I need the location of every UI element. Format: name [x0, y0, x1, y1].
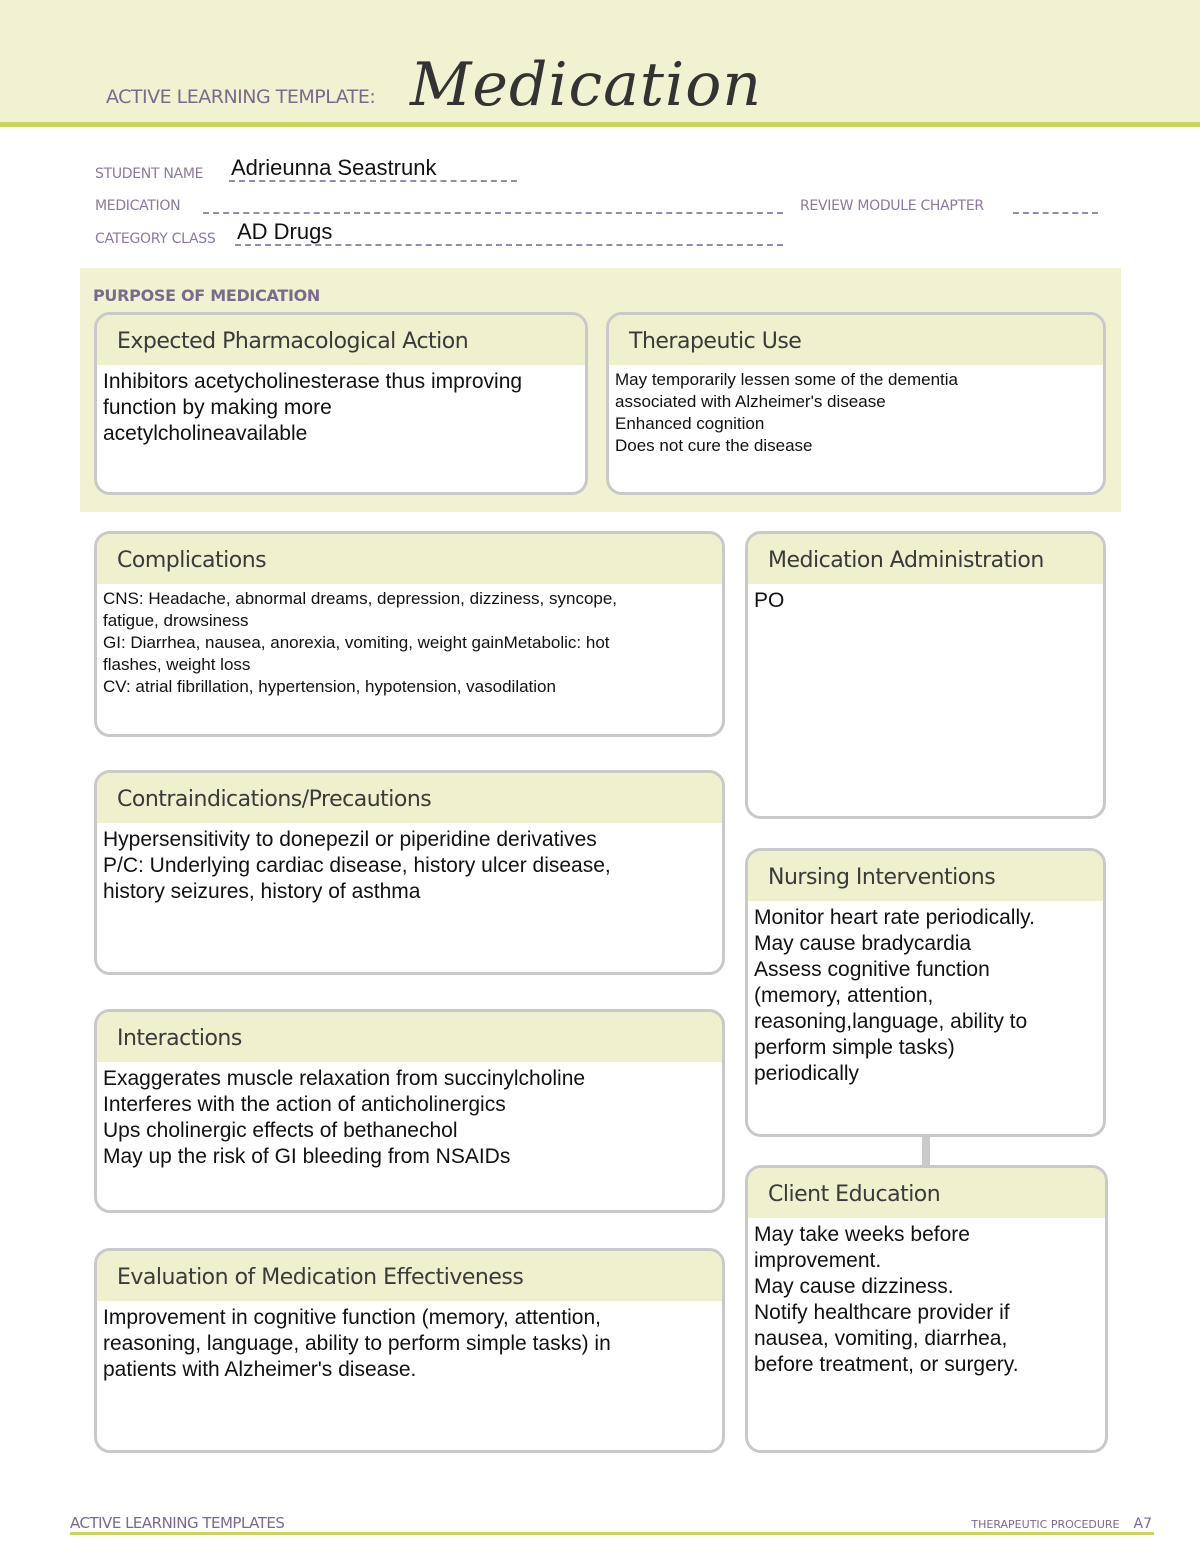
box-body[interactable]: May temporarily lessen some of the dementia associated with Alzheimer's disease Enhanced cognition Does not cure the disease — [615, 370, 958, 455]
box-body[interactable]: CNS: Headache, abnormal dreams, depression, dizziness, syncope, fatigue, drowsiness GI: Diarrhea, nausea, anorexia, vomiting, weight gainMetabolic: hot flashes, weight loss CV: atrial fibrillation, hypertension, hypotension, vasodilation — [103, 589, 618, 696]
box-body[interactable]: May take weeks before improvement. May cause dizziness. Notify healthcare provider if nausea, vomiting, diarrhea, before treatment, or surgery. — [754, 1223, 1019, 1376]
student-name-label: STUDENT NAME — [95, 166, 204, 182]
footer-right — [971, 1516, 1152, 1532]
category-class-field[interactable]: AD Drugs — [237, 219, 333, 244]
purpose-title: PURPOSE OF MEDICATION — [93, 286, 321, 305]
connector — [922, 1134, 930, 1168]
therapeutic-use-box — [606, 312, 1106, 495]
box-title: Interactions — [97, 1012, 722, 1062]
footer-left: ACTIVE LEARNING TEMPLATES — [70, 1514, 285, 1532]
box-title: Therapeutic Use — [609, 315, 1103, 365]
box-body[interactable]: Monitor heart rate periodically. May cause bradycardia Assess cognitive function (memory, attention, reasoning,language, ability to perform simple tasks) periodically — [754, 906, 1035, 1085]
review-module-field[interactable] — [1013, 212, 1098, 214]
contraindications-box — [94, 770, 725, 975]
category-class-label: CATEGORY CLASS — [95, 231, 216, 247]
footer-divider — [70, 1532, 1154, 1535]
review-module-label: REVIEW MODULE CHAPTER — [800, 198, 984, 214]
box-body[interactable]: Inhibitors acetycholinesterase thus improving function by making more acetylcholineavailable — [103, 370, 523, 445]
nursing-interventions-box — [745, 848, 1106, 1137]
expected-action-box — [94, 312, 588, 495]
box-body[interactable]: Hypersensitivity to donepezil or piperidine derivatives P/C: Underlying cardiac disease, history ulcer disease, history seizures, history of asthma — [103, 828, 611, 903]
header-divider — [0, 122, 1200, 127]
page-number: A7 — [1133, 1516, 1152, 1532]
box-title: Medication Administration — [748, 534, 1103, 584]
box-body[interactable]: Exaggerates muscle relaxation from succinylcholine Interferes with the action of anticholinergics Ups cholinergic effects of bethanechol May up the risk of GI bleeding from NSAIDs — [103, 1067, 586, 1168]
evaluation-box — [94, 1248, 725, 1453]
box-title: Evaluation of Medication Effectiveness — [97, 1251, 722, 1301]
template-label: ACTIVE LEARNING TEMPLATE: — [106, 86, 376, 108]
box-title: Nursing Interventions — [748, 851, 1103, 901]
interactions-box — [94, 1009, 725, 1213]
medication-administration-box — [745, 531, 1106, 819]
box-body[interactable]: Improvement in cognitive function (memory, attention, reasoning, language, ability to perform simple tasks) in patients with Alzheimer's disease. — [103, 1306, 611, 1381]
footer-section: THERAPEUTIC PROCEDURE — [971, 1518, 1120, 1531]
box-title: Client Education — [748, 1168, 1105, 1218]
page-title: Medication — [410, 50, 762, 120]
box-body[interactable]: PO — [754, 589, 785, 612]
medication-label: MEDICATION — [95, 198, 181, 214]
complications-box — [94, 531, 725, 737]
box-title: Complications — [97, 534, 722, 584]
student-name-field[interactable]: Adrieunna Seastrunk — [231, 155, 437, 180]
box-title: Contraindications/Precautions — [97, 773, 722, 823]
medication-field[interactable] — [203, 212, 783, 214]
client-education-box — [745, 1165, 1108, 1453]
box-title: Expected Pharmacological Action — [97, 315, 585, 365]
